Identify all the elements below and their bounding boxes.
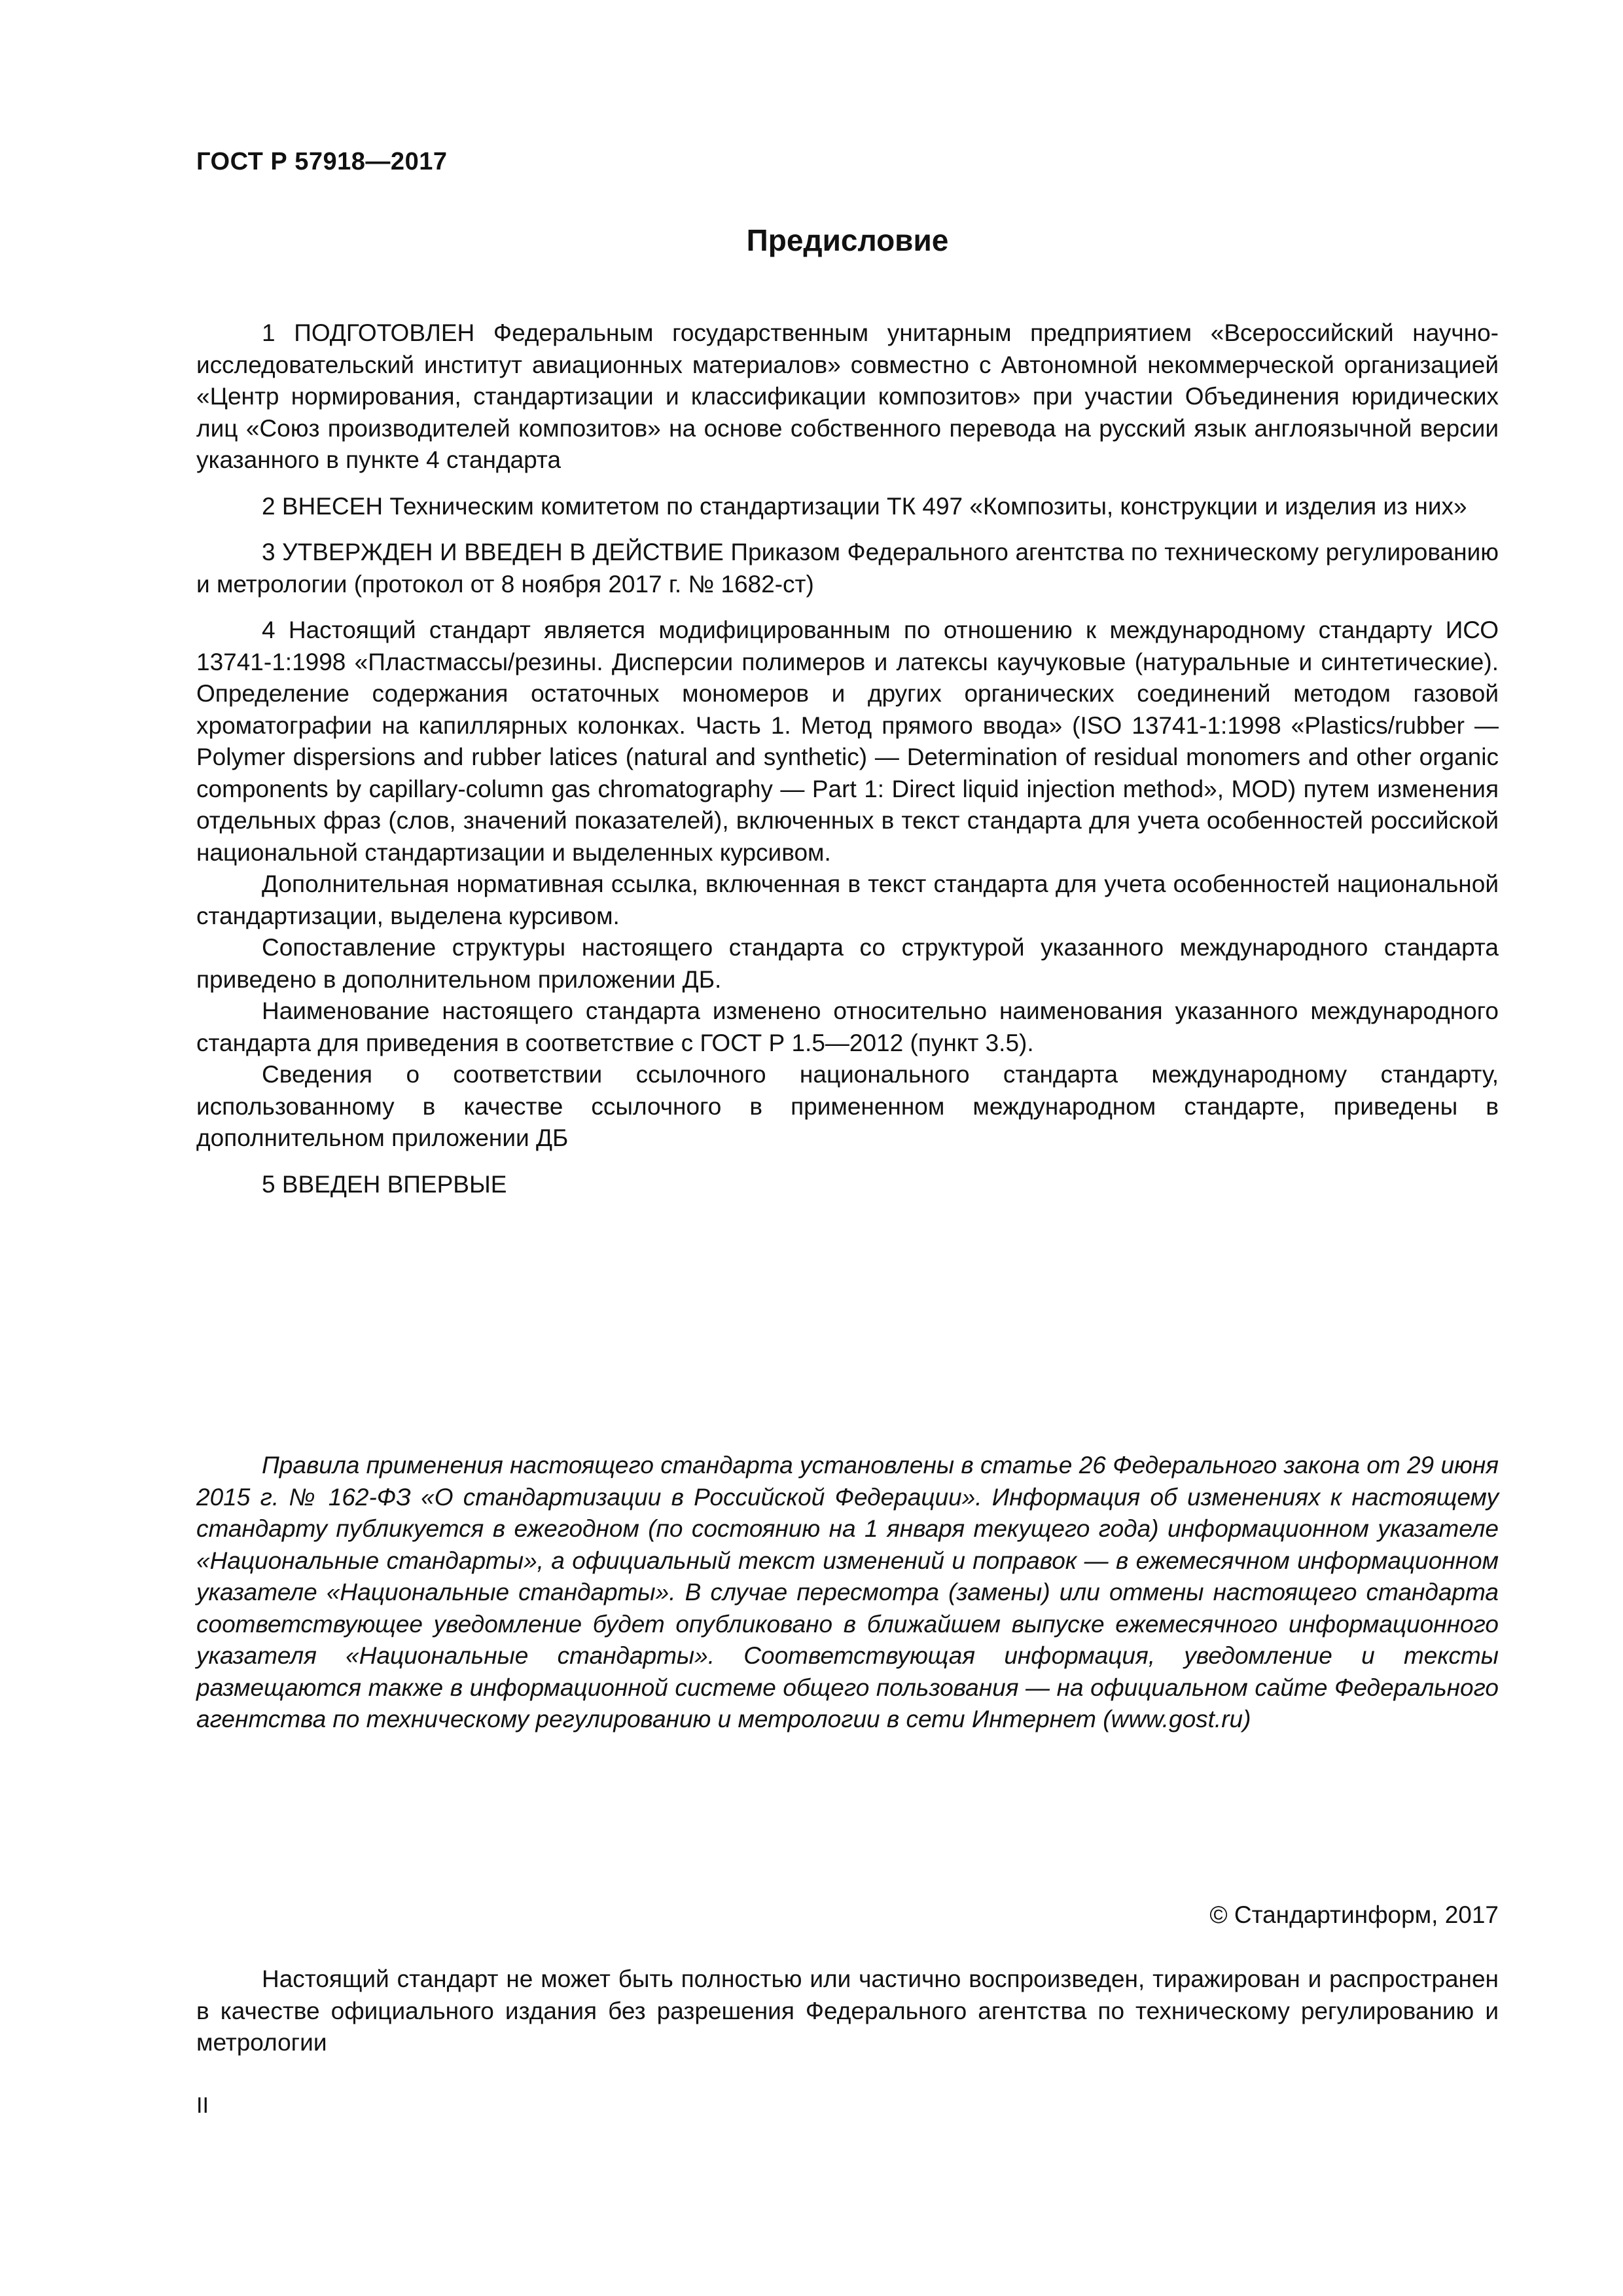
section-4-modified: 4 Настоящий стандарт является модифицированным по отношению к международному стандарту ИСО 13741-1:1998 «Пластмассы/резины. Дисперсии полимеров и латексы каучуковые (натуральные и синтетические). Определение содержания остаточных мономеров и других органических соединений методом газовой хроматографии на капиллярных колонках. Часть 1. Метод прямого ввода» (ISO 13741-1:1998 «Plastics/rubber — Polymer dispersions and rubber latices (natural and synthetic) — Determination of residual monomers and other organic components by capillary-column gas chromatography — Part 1: Direct liquid injection method», MOD) путем изменения отдельных фраз (слов, значений показателей), включенных в текст стандарта для учета особенностей российской национальной стандартизации и выделенных курсивом. (196, 617, 1499, 866)
section-2-introduced: 2 ВНЕСЕН Техническим комитетом по стандартизации ТК 497 «Композиты, конструкции и изделия из них» (262, 492, 1467, 520)
document-id: ГОСТ Р 57918—2017 (196, 148, 448, 175)
reproduction-notice-text: Настоящий стандарт не может быть полностью или частично воспроизведен, тиражирован и распространен в качестве официального издания без разрешения Федерального агентства по техническому регулированию и метрологии (196, 1965, 1499, 2056)
section-4-additional-reference: Дополнительная нормативная ссылка, включенная в текст стандарта для учета особенностей национальной стандартизации, выделена курсивом. (196, 870, 1499, 929)
reproduction-notice (196, 1964, 1499, 2059)
section-4-structure-comparison: Сопоставление структуры настоящего стандарта со структурой указанного международного стандарта приведено в дополнительном приложении ДБ. (196, 934, 1499, 993)
section-3-approved: 3 УТВЕРЖДЕН И ВВЕДЕН В ДЕЙСТВИЕ Приказом Федерального агентства по техническому регулированию и метрологии (протокол от 8 ноября 2017 г. № 1682-ст) (196, 539, 1499, 598)
section-4-reference-conformity: Сведения о соответствии ссылочного национального стандарта международному стандарту, использованному в качестве ссылочного в примененном международном стандарте, приведены в дополнительном приложении ДБ (196, 1061, 1499, 1151)
page-title: Предисловие (746, 223, 949, 257)
document-page (196, 0, 1499, 2296)
section-4-name-change: Наименование настоящего стандарта изменено относительно наименования указанного международного стандарта для приведения в соответствие с ГОСТ Р 1.5—2012 (пункт 3.5). (196, 997, 1499, 1056)
application-rules (196, 1450, 1499, 1736)
foreword-body (196, 317, 1499, 1200)
copyright: © Стандартинформ, 2017 (1209, 1901, 1499, 1928)
application-rules-text: Правила применения настоящего стандарта установлены в статье 26 Федерального закона от 29 июня 2015 г. № 162-ФЗ «О стандартизации в Российской Федерации». Информация об изменениях к настоящему стандарту публикуется в ежегодном (по состоянию на 1 января текущего года) информационном указателе «Национальные стандарты», а официальный текст изменений и поправок — в ежемесячном информационном указателе «Национальные стандарты». В случае пересмотра (замены) или отмены настоящего стандарта соответствующее уведомление будет опубликовано в ближайшем выпуске ежемесячного информационного указателя «Национальные стандарты». Соответствующая информация, уведомление и тексты размещаются также в информационной системе общего пользования — на официальном сайте Федерального агентства по техническому регулированию и метрологии в сети Интернет (www.gost.ru) (196, 1452, 1499, 1732)
section-1-prepared: 1 ПОДГОТОВЛЕН Федеральным государственным унитарным предприятием «Всероссийский научно-исследовательский институт авиационных материалов» совместно с Автономной некоммерческой организацией «Центр нормирования, стандартизации и классификации композитов» при участии Объединения юридических лиц «Союз производителей композитов» на основе собственного перевода на русский язык англоязычной версии указанного в пункте 4 стандарта (196, 319, 1499, 473)
section-5-first-introduced: 5 ВВЕДЕН ВПЕРВЫЕ (262, 1170, 507, 1198)
page-number: II (196, 2093, 209, 2118)
